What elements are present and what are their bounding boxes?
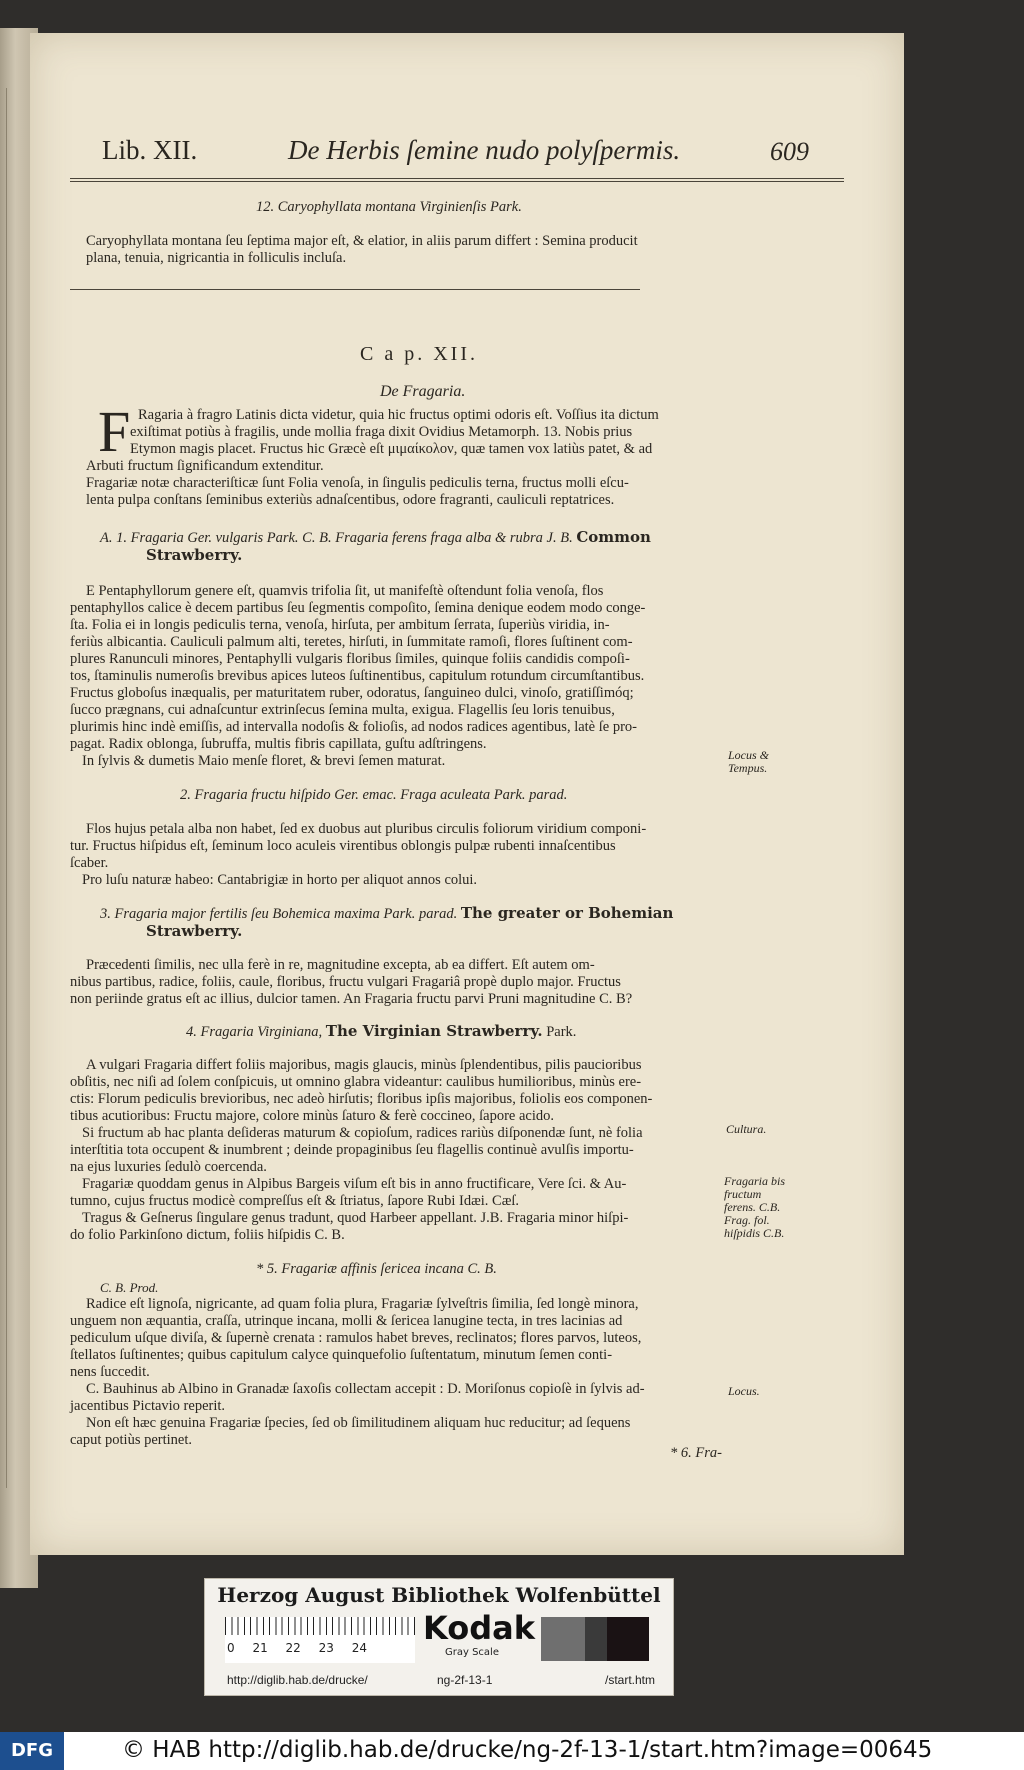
text-line: interſtitia tota occupent & inumbrent ; deinde propaginibus ſeu flagellis continuè avulſis importu-: [70, 1142, 634, 1158]
text-line: na ejus luxuries ſedulò coercenda.: [70, 1159, 267, 1175]
text-line: do folio Parkinſono dictum, foliis hiſpidis C. B.: [70, 1227, 345, 1243]
margin-line: Fragaria bis: [724, 1174, 786, 1188]
text-line: C. Bauhinus ab Albino in Granadæ ſaxoſis collectam accepit : D. Moriſonus copioſè in ſylvis ad-: [86, 1381, 645, 1397]
text-line: Fructus globoſus inæqualis, per maturitatem ruber, odoratus, ſanguineo dulci, vinoſo, gratiſſimóq;: [70, 685, 634, 701]
copyright-url[interactable]: © HAB http://diglib.hab.de/drucke/ng-2f-13-1/start.htm?image=00645: [122, 1737, 933, 1763]
text-line: Arbuti fructum ſignificandum extenditur.: [86, 458, 324, 474]
ruler-numbers: 0 21 22 23 24: [227, 1641, 367, 1655]
text-line: ſtellatos ſuſtinentes; quibus capitulum calyce quinquefolio ſuſtentatum, minutum ſemen conti-: [70, 1347, 613, 1363]
text-line: pentaphyllos calice è decem partibus ſeu ſegmentis compoſito, ſemina denique eodem modo conge-: [70, 600, 646, 616]
text-line: feriùs albicantia. Cauliculi palmum alti, teretes, hirſuti, in ſummitate ramoſi, flores ſuſtinent com-: [70, 634, 633, 650]
text-line: ſcaber.: [70, 855, 109, 871]
text-line: plures Ranunculi minores, Pentaphylli vulgaris floribus ſimiles, quinque foliis candidis compoſi-: [70, 651, 630, 667]
gray-patch: [541, 1617, 585, 1661]
section-5-title: * 5. Fragariæ affinis ſericea incana C. B.: [256, 1261, 497, 1277]
library-color-target: [204, 1578, 674, 1696]
text-line: Tragus & Geſnerus ſingulare genus tradunt, quod Harbeer appellant. J.B. Fragaria minor hiſpi-: [82, 1210, 629, 1226]
text-line: plana, tenuia, nigricantia in folliculis incluſa.: [86, 250, 347, 266]
margin-note-locus-tempus: [728, 749, 769, 775]
section-a1-title-text: A. 1. Fragaria Ger. vulgaris Park. C. B. Fragaria ferens fraga alba & rubra J. B.: [100, 530, 573, 546]
book-spine: [6, 88, 32, 1488]
margin-line: fructum: [724, 1187, 762, 1201]
text-line: exiſtimat potiùs à fragilis, unde mollia fraga dixit Ovidius Metamorph. 13. Nobis prius: [130, 424, 633, 440]
text-line: C. B. Prod.: [100, 1280, 159, 1295]
text-line: caput potiùs pertinet.: [70, 1432, 193, 1448]
drop-cap: F: [98, 399, 131, 464]
text-line: E Pentaphyllorum genere eſt, quamvis trifolia ſit, ut manifeſtè oſtendunt folia venoſa, flos: [86, 583, 604, 599]
section-a1-title: [100, 529, 651, 547]
text-line: pagat. Radix oblonga, ſubruffa, multis fibris capillata, guſtu adſtringens.: [70, 736, 487, 752]
black-patch: [607, 1617, 649, 1661]
ruler-ticks: [225, 1617, 415, 1635]
section-4-title-text: 4. Fragaria Virginiana,: [186, 1024, 323, 1040]
running-title: De Herbis ſemine nudo polyſpermis.: [288, 135, 681, 165]
text-line: nibus partibus, radice, foliis, caule, floribus, fructu vulgari Fragariâ propè duplo major. Fructus: [70, 974, 621, 990]
text-line: Pro luſu naturæ habeo: Cantabrigiæ in horto per aliquot annos colui.: [82, 872, 478, 888]
margin-line: hiſpidis C.B.: [724, 1226, 785, 1240]
footer-bar: [0, 1732, 1024, 1770]
text-line: ſta. Folia ei in longis pediculis terna, venoſa, hirſuta, per ambitum ſerrata, ſuperiùs viridia, in-: [70, 617, 610, 633]
text-line: nens ſuccedit.: [70, 1364, 150, 1380]
margin-note-cultura: Cultura.: [726, 1122, 767, 1136]
text-line: Si fructum ab hac planta deſideras maturum & copioſum, radices rariùs diſponendæ ſunt, nè folia: [82, 1125, 643, 1141]
header-rule-2: [70, 181, 844, 182]
section-a1-english-name-2: Strawberry.: [146, 546, 243, 564]
running-header: [70, 131, 844, 177]
text-line: Præcedenti ſimilis, nec ulla ferè in re, magnitudine excepta, ab ea differt. Eſt autem om-: [86, 957, 595, 973]
book-number: Lib. XII.: [102, 135, 198, 165]
stamp-url-base: http://diglib.hab.de/drucke/: [227, 1673, 368, 1687]
text-line: Fragariæ quoddam genus in Alpibus Bargeis viſum eſt bis in anno fructificare, Vere ſci. & Au-: [82, 1176, 627, 1192]
text-line: tos, ſtaminulis numeroſis brevibus apices luteos ſuſtinentibus, capitulum rotundum circumſtantibus.: [70, 668, 645, 684]
text-line: unguem non æquantia, craſſa, utrinque incana, molli & ſericea lanugine tecta, in tres lacinias ad: [70, 1313, 623, 1329]
chapter-title: De Fragaria.: [380, 383, 466, 400]
section-4-english-name: The Virginian Strawberry.: [325, 1022, 543, 1040]
section-12-title: 12. Caryophyllata montana Virginienſis Park.: [256, 199, 522, 215]
text-line: tumno, cujus fructus modicè compreſſus eſt & ſtriatus, ſapore Rubi Idæi. Cæſ.: [70, 1193, 520, 1209]
section-3-english-name-2: Strawberry.: [146, 922, 243, 940]
margin-note-locus: Locus.: [728, 1384, 760, 1398]
text-line: Non eſt hæc genuina Fragariæ ſpecies, ſed ob ſimilitudinem aliquam huc reducitur; ad ſequens: [86, 1415, 631, 1431]
text-line: In ſylvis & dumetis Maio menſe floret, & brevi ſemen maturat.: [82, 753, 446, 769]
margin-note-fragaria-bis: [724, 1175, 785, 1240]
text-line: pediculum uſque diviſa, & ſupernè crenata : ramulos habet breves, reclinatos; flores parvos, luteos,: [70, 1330, 642, 1346]
gray-patch: [585, 1617, 607, 1661]
text-line: A vulgari Fragaria differt foliis majoribus, magis glaucis, minùs ſplendentibus, pilis paucioribus: [86, 1057, 642, 1073]
text-line: lenta pulpa conſtans ſeminibus exteriùs adnaſcentibus, odore fragranti, cauliculi reptatrices.: [86, 492, 615, 508]
section-a1-english-name: Common: [576, 528, 651, 546]
text-line: Ragaria à fragro Latinis dicta videtur, quia hic fructus optimi odoris eſt. Voſſius ita dictum: [138, 407, 659, 423]
text-line: Fragariæ notæ characteriſticæ ſunt Folia venoſa, in ſingulis pediculis terna, fructus molli eſcu-: [86, 475, 629, 491]
library-name: Herzog August Bibliothek Wolfenbüttel: [217, 1583, 661, 1607]
section-3-title-text: 3. Fragaria major fertilis ſeu Bohemica maxima Park. parad.: [100, 906, 458, 922]
margin-line: Locus &: [728, 748, 770, 762]
margin-line: Tempus.: [728, 761, 768, 775]
dfg-logo: DFG: [0, 1732, 64, 1770]
section-3-english-name: The greater or Bohemian: [460, 904, 674, 922]
margin-line: ferens. C.B.: [724, 1200, 781, 1214]
page-number: 609: [770, 137, 809, 166]
book-page: [30, 33, 904, 1555]
text-line: Flos hujus petala alba non habet, ſed ex duobus aut pluribus circulis foliorum viridium componi-: [86, 821, 647, 837]
text-line: jacentibus Pictavio reperit.: [70, 1398, 226, 1414]
text-line: plurimis hinc indè emiſſis, ad intervalla nodoſis & folioſis, ad nodos radices agentibus, latè ſe pro-: [70, 719, 637, 735]
text-line: non periinde gratus eſt ac illius, dulcior tamen. An Fragaria fructu parvi Pruni magnitudine C. B?: [70, 991, 633, 1007]
section-2-title: 2. Fragaria fructu hiſpido Ger. emac. Fraga aculeata Park. parad.: [180, 787, 568, 803]
stamp-url-id: ng-2f-13-1: [437, 1673, 493, 1687]
text-line: ctis: Florum pediculis brevioribus, nec adeò hirſutis; floribus ipſis majoribus, foliolis eos componen-: [70, 1091, 653, 1107]
section-rule: [70, 289, 640, 290]
text-line: tibus acutioribus: Fructu majore, colore minùs ſaturo & ferè coccineo, ſapore acido.: [70, 1108, 554, 1124]
text-line: Caryophyllata montana ſeu ſeptima major eſt, & elatior, in aliis parum differt : Semina producit: [86, 233, 638, 249]
section-4-title-end: Park.: [546, 1024, 577, 1040]
text-line: Etymon magis placet. Fructus hic Græcè eſt μιμαίκολον, quæ tamen vox latiùs patet, & ad: [130, 441, 653, 457]
text-line: obſitis, nec niſi ad ſolem conſpicuis, ut omnino glabra videantur: caulibus humilioribus, minùs ere-: [70, 1074, 642, 1090]
chapter-heading: C a p. XII.: [360, 343, 478, 365]
section-4-title: [186, 1023, 576, 1041]
text-line: Radice eſt lignoſa, nigricante, ad quam folia plura, Fragariæ ſylveſtris ſimilia, ſed longè minora,: [86, 1296, 639, 1312]
header-rule: [70, 178, 844, 179]
ruler: [225, 1617, 415, 1663]
catchword: * 6. Fra-: [670, 1445, 722, 1461]
margin-line: Frag. fol.: [724, 1213, 770, 1227]
text-line: tur. Fructus hiſpidus eſt, ſeminum loco aculeis virentibus oblongis pulpæ rubenti innaſcentibus: [70, 838, 616, 854]
gray-scale-label: Gray Scale: [445, 1647, 499, 1658]
kodak-logo: Kodak: [423, 1609, 535, 1647]
section-3-title: [100, 905, 673, 923]
text-line: ſucco prægnans, cui adnaſcuntur extrinſecus ſemina multa, exigua. Flagellis ſeu loris tenuibus,: [70, 702, 615, 718]
stamp-url-start: /start.htm: [605, 1673, 656, 1687]
